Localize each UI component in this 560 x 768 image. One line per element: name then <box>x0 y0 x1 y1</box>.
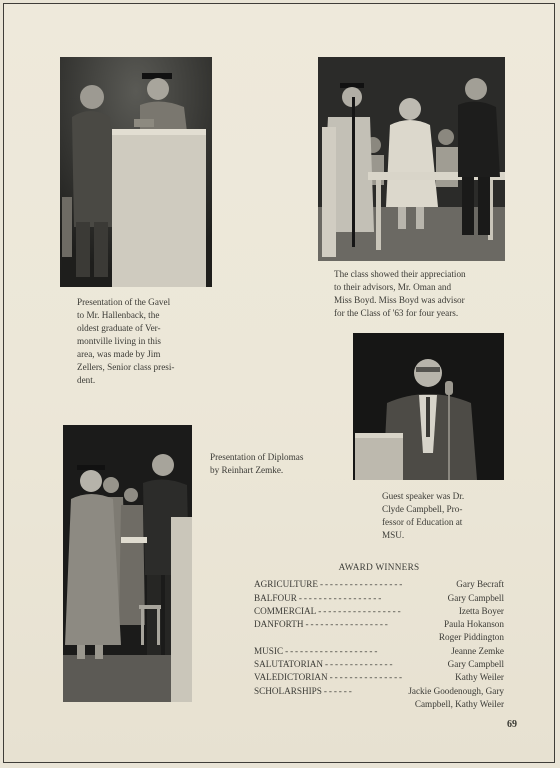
award-name: SCHOLARSHIPS <box>254 685 322 696</box>
award-row <box>254 685 504 698</box>
award-row <box>254 618 504 631</box>
award-name: COMMERCIAL <box>254 605 317 616</box>
award-leader: - - - - - - - - - - - - - - - - - <box>318 605 401 616</box>
award-winner-continued: Roger Piddington <box>438 632 504 643</box>
photo-gavel-presentation <box>60 57 212 287</box>
caption-speaker: Guest speaker was Dr. Clyde Campbell, Pro- fessor of Education at MSU. <box>382 491 465 540</box>
caption-diplomas: Presentation of Diplomas by Reinhart Zemke. <box>210 452 304 475</box>
award-row <box>254 578 504 591</box>
award-row <box>254 658 504 671</box>
award-leader: - - - - - - - - - - - - - - - - - <box>305 619 388 630</box>
award-row <box>254 592 504 605</box>
award-name: VALEDICTORIAN <box>254 672 328 683</box>
award-name: BALFOUR <box>254 592 297 603</box>
award-winner: Gary Campbell <box>447 659 504 670</box>
award-winner: Gary Campbell <box>447 592 504 603</box>
photo-guest-speaker <box>353 333 504 480</box>
award-leader: - - - - - - - - - - - - - - - - - <box>298 592 382 603</box>
award-leader: - - - - - - - - - - - - - - - - - - - <box>285 645 378 656</box>
award-name: MUSIC <box>254 645 284 656</box>
award-name: AGRICULTURE <box>254 579 318 590</box>
award-row <box>254 605 504 618</box>
award-winner: Gary Becraft <box>456 579 504 590</box>
award-leader: - - - - - - - - - - - - - - - - - <box>319 579 403 590</box>
award-winner: Jeanne Zemke <box>451 645 504 656</box>
award-row <box>254 645 504 658</box>
photo-diploma-presentation <box>63 425 192 702</box>
award-name: DANFORTH <box>254 619 304 630</box>
award-leader: - - - - - - - - - - - - - - - <box>329 672 402 683</box>
award-winners-title: AWARD WINNERS <box>338 562 420 572</box>
award-leader: - - - - - - <box>323 685 352 696</box>
award-name: SALUTATORIAN <box>254 659 324 670</box>
award-winner: Izetta Boyer <box>458 605 504 616</box>
award-winner: Jackie Goodenough, Gary <box>408 685 504 696</box>
award-row <box>254 671 504 684</box>
award-winners-list <box>254 561 504 711</box>
caption-advisors: The class showed their appreciation to their advisors, Mr. Oman and Miss Boyd. Miss Boyd was advisor for the Class of '63 for four years. <box>334 269 466 318</box>
award-winner: Kathy Weiler <box>455 672 504 683</box>
yearbook-page <box>3 3 555 763</box>
award-winner: Paula Hokanson <box>444 619 504 630</box>
caption-gavel: Presentation of the Gavel to Mr. Hallenback, the oldest graduate of Ver- montville living in this area, was made by Jim Zellers, Senior class presi- dent. <box>77 297 175 385</box>
photo-advisors-appreciation <box>318 57 505 261</box>
page-number: 69 <box>507 719 517 730</box>
award-leader: - - - - - - - - - - - - - - <box>325 659 393 670</box>
award-winner-continued: Campbell, Kathy Weiler <box>414 698 504 709</box>
